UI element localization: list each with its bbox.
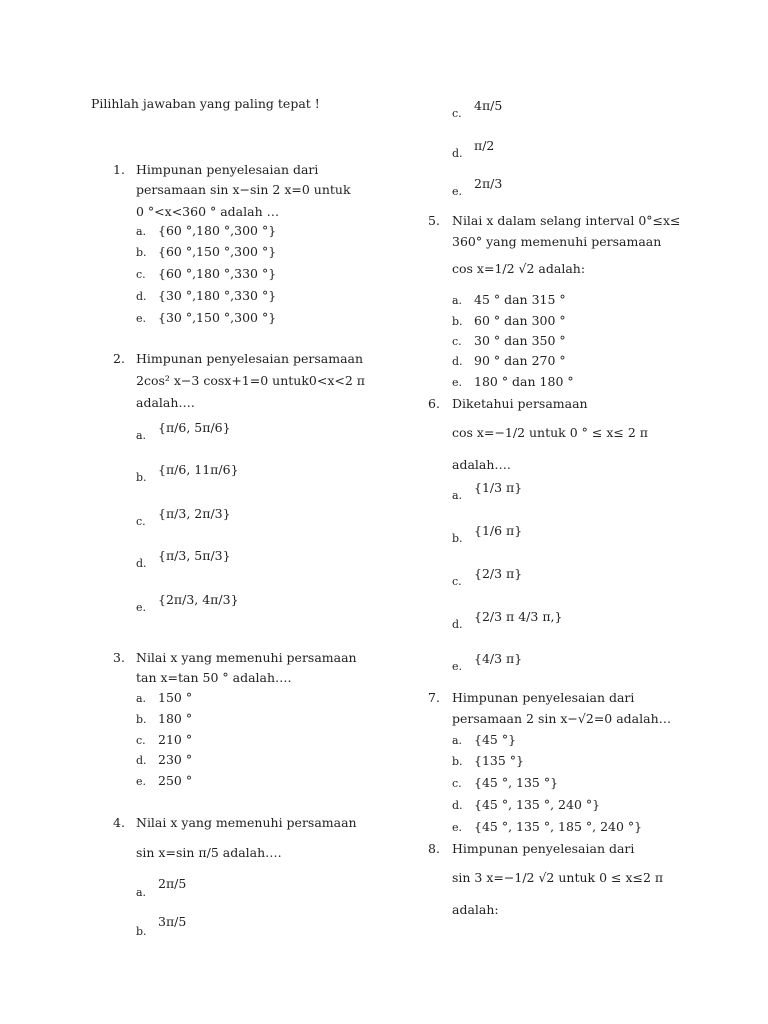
option-answer: {π/6, 5π/6}: [158, 420, 231, 435]
option-letter: b.: [136, 925, 147, 938]
question-text-line: Himpunan penyelesaian dari: [136, 162, 319, 177]
option-answer: 250 °: [158, 773, 193, 788]
option-letter: d.: [452, 618, 463, 631]
option-answer: {60 °,150 °,300 °}: [158, 244, 277, 259]
option-answer: {1/3 π}: [474, 480, 523, 495]
option-letter: c.: [452, 575, 462, 588]
question-text-line: adalah….: [452, 457, 511, 472]
question-number: 5.: [428, 213, 440, 228]
question-number: 8.: [428, 841, 440, 856]
option-letter: e.: [136, 775, 147, 788]
option-letter: a.: [452, 294, 463, 307]
option-answer: {30 °,150 °,300 °}: [158, 310, 277, 325]
option-letter: c.: [452, 107, 462, 120]
option-letter: a.: [136, 692, 147, 705]
question-number: 6.: [428, 396, 440, 411]
option-answer: {2π/3, 4π/3}: [158, 592, 239, 607]
option-letter: d.: [452, 355, 463, 368]
option-answer: {45 °}: [474, 732, 517, 747]
question-number: 3.: [113, 650, 125, 665]
option-letter: e.: [452, 660, 463, 673]
option-letter: a.: [136, 429, 147, 442]
option-letter: c.: [136, 268, 146, 281]
option-answer: {π/3, 5π/3}: [158, 548, 231, 563]
option-answer: {2/3 π 4/3 π,}: [474, 609, 563, 624]
option-letter: b.: [452, 755, 463, 768]
option-letter: e.: [452, 821, 463, 834]
option-letter: b.: [136, 246, 147, 259]
question-text-line: Diketahui persamaan: [452, 396, 588, 411]
option-letter: d.: [452, 799, 463, 812]
option-letter: c.: [136, 515, 146, 528]
option-answer: 30 ° dan 350 °: [474, 333, 566, 348]
question-text-line: persamaan 2 sin x−√2=0 adalah…: [452, 711, 672, 726]
question-text-line: 2cos² x−3 cosx+1=0 untuk0<x<2 π: [136, 373, 365, 388]
option-answer: 60 ° dan 300 °: [474, 313, 566, 328]
option-letter: c.: [452, 777, 462, 790]
option-answer: 90 ° dan 270 °: [474, 353, 566, 368]
option-letter: e.: [452, 376, 463, 389]
option-answer: {4/3 π}: [474, 651, 523, 666]
question-text-line: Nilai x dalam selang interval 0°≤x≤: [452, 213, 681, 228]
option-letter: a.: [136, 886, 147, 899]
question-text-line: Nilai x yang memenuhi persamaan: [136, 815, 357, 830]
option-answer: {30 °,180 °,330 °}: [158, 288, 277, 303]
option-letter: d.: [452, 147, 463, 160]
question-text-line: 360° yang memenuhi persamaan: [452, 234, 662, 249]
option-letter: e.: [452, 185, 463, 198]
question-text-line: sin x=sin π/5 adalah….: [136, 845, 282, 860]
question-text-line: Himpunan penyelesaian dari: [452, 841, 635, 856]
question-text-line: adalah….: [136, 395, 195, 410]
option-answer: 4π/5: [474, 98, 503, 113]
question-number: 7.: [428, 690, 440, 705]
option-letter: d.: [136, 290, 147, 303]
option-answer: {2/3 π}: [474, 566, 523, 581]
question-text-line: 0 °<x<360 ° adalah …: [136, 204, 280, 219]
question-text-line: persamaan sin x−sin 2 x=0 untuk: [136, 182, 351, 197]
option-letter: c.: [452, 335, 462, 348]
question-text-line: adalah:: [452, 902, 499, 917]
option-answer: 180 °: [158, 711, 193, 726]
option-letter: b.: [136, 713, 147, 726]
option-letter: e.: [136, 601, 147, 614]
option-answer: {π/6, 11π/6}: [158, 462, 239, 477]
option-answer: {45 °, 135 °}: [474, 775, 559, 790]
option-letter: b.: [136, 471, 147, 484]
option-letter: a.: [452, 489, 463, 502]
option-letter: c.: [136, 734, 146, 747]
option-answer: {45 °, 135 °, 240 °}: [474, 797, 601, 812]
option-answer: 45 ° dan 315 °: [474, 292, 566, 307]
option-answer: 210 °: [158, 732, 193, 747]
option-answer: 230 °: [158, 752, 193, 767]
option-letter: d.: [136, 557, 147, 570]
question-text-line: cos x=−1/2 untuk 0 ° ≤ x≤ 2 π: [452, 425, 648, 440]
option-answer: {60 °,180 °,330 °}: [158, 266, 277, 281]
option-answer: {60 °,180 °,300 °}: [158, 223, 277, 238]
option-answer: {1/6 π}: [474, 523, 523, 538]
question-text-line: Himpunan penyelesaian persamaan: [136, 351, 364, 366]
option-answer: {45 °, 135 °, 185 °, 240 °}: [474, 819, 643, 834]
question-number: 2.: [113, 351, 125, 366]
option-answer: 150 °: [158, 690, 193, 705]
option-answer: 2π/3: [474, 176, 503, 191]
option-answer: π/2: [474, 138, 495, 153]
option-letter: e.: [136, 312, 147, 325]
question-text-line: Nilai x yang memenuhi persamaan: [136, 650, 357, 665]
option-letter: b.: [452, 532, 463, 545]
question-text-line: sin 3 x=−1/2 √2 untuk 0 ≤ x≤2 π: [452, 870, 664, 885]
question-number: 1.: [113, 162, 125, 177]
option-answer: 180 ° dan 180 °: [474, 374, 574, 389]
option-answer: 3π/5: [158, 914, 187, 929]
question-text-line: cos x=1/2 √2 adalah:: [452, 261, 586, 276]
option-letter: d.: [136, 754, 147, 767]
instruction: Pilihlah jawaban yang paling tepat !: [91, 96, 320, 111]
option-answer: {π/3, 2π/3}: [158, 506, 231, 521]
option-letter: a.: [136, 225, 147, 238]
question-text-line: Himpunan penyelesaian dari: [452, 690, 635, 705]
question-number: 4.: [113, 815, 125, 830]
option-letter: b.: [452, 315, 463, 328]
option-answer: 2π/5: [158, 876, 187, 891]
question-text-line: tan x=tan 50 ° adalah….: [136, 670, 292, 685]
option-answer: {135 °}: [474, 753, 524, 768]
option-letter: a.: [452, 734, 463, 747]
